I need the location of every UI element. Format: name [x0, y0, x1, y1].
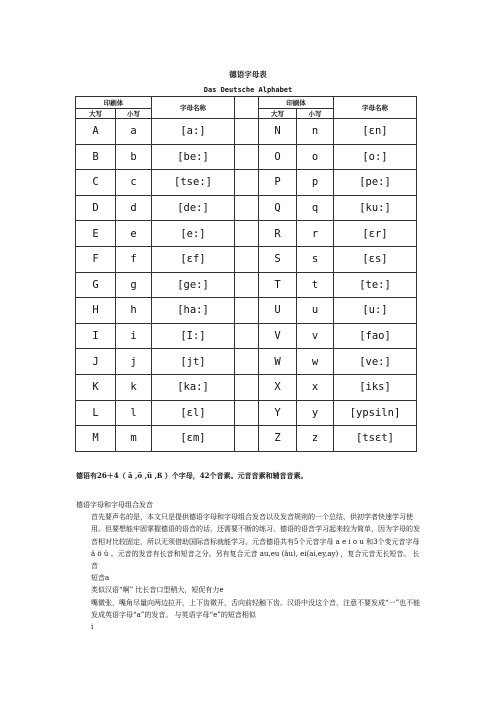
upper-header-right: 大写 [259, 109, 297, 119]
alphabet-summary: 德语有26＋4（ ä ,ö ,ü ,ß ）个字母，42个音素。元音音素和辅音音素。 [76, 471, 308, 480]
upper-letter-cell: G [76, 272, 116, 298]
letter-name-cell: [a:] [152, 119, 235, 145]
lower-letter-cell: p [297, 170, 334, 196]
alphabet-table [75, 96, 417, 452]
section-heading: 德语字母和字母组合发音 [76, 501, 153, 509]
upper-letter-cell: R [259, 221, 297, 247]
lower-letter-cell: c [116, 170, 152, 196]
lower-letter-cell: y [297, 400, 334, 426]
table-row [76, 298, 417, 324]
column-gap [235, 144, 259, 170]
lower-letter-cell: b [116, 144, 152, 170]
letter-name-cell: [ɛn] [334, 119, 417, 145]
lower-header-left: 小写 [116, 109, 152, 119]
letter-name-cell: [u:] [334, 298, 417, 324]
lower-letter-cell: e [116, 221, 152, 247]
upper-letter-cell: A [76, 119, 116, 145]
short-a-note: 类似汉语“啊” 比长音口型稍大，短促有力e [91, 586, 224, 595]
lower-letter-cell: m [116, 426, 152, 452]
lower-letter-cell: d [116, 195, 152, 221]
letter-name-cell: [ypsiln] [334, 400, 417, 426]
letter-name-cell: [ɛs] [334, 246, 417, 272]
letter-name-cell: [tsɛt] [334, 426, 417, 452]
upper-letter-cell: X [259, 374, 297, 400]
intro-paragraph: 首先要声名的是，本文只是提供德语字母和字母组合发音以及发音规则的一个总结，供初学者快速学习使用。但要想能牢固掌握德语的语音的话，还需要不断的练习。德语的语音学习起来较为简单，因为字母的发音相对比较固定，所以无须借助国际音标就能学习。元音德语共有5个元音字母 a e i o u 和3个变元音字母ä ö ü 。元音的发音有长音和短音之分。另有复合元音 au,eu (äu), ei(ai,ey,ay) ，复合元音无长短音。 长音 [91, 513, 420, 571]
column-gap [235, 221, 259, 247]
table-row [76, 323, 417, 349]
table-row [76, 144, 417, 170]
column-gap [235, 195, 259, 221]
column-gap [235, 426, 259, 452]
letter-name-cell: [o:] [334, 144, 417, 170]
alphabet-rows [76, 119, 417, 452]
printed-header-right: 印刷体 [259, 97, 334, 109]
upper-letter-cell: J [76, 349, 116, 375]
lower-letter-cell: r [297, 221, 334, 247]
lower-letter-cell: f [116, 246, 152, 272]
table-row [76, 246, 417, 272]
column-gap [235, 246, 259, 272]
upper-letter-cell: B [76, 144, 116, 170]
page-subtitle: Das Deutsche Alphabet [203, 86, 293, 94]
column-gap [235, 298, 259, 324]
upper-letter-cell: N [259, 119, 297, 145]
column-gap [235, 374, 259, 400]
upper-letter-cell: H [76, 298, 116, 324]
column-gap [235, 170, 259, 196]
upper-letter-cell: Z [259, 426, 297, 452]
table-row [76, 272, 417, 298]
letter-name-cell: [te:] [334, 272, 417, 298]
lower-header-right: 小写 [297, 109, 334, 119]
lower-letter-cell: k [116, 374, 152, 400]
lower-letter-cell: a [116, 119, 152, 145]
column-gap [235, 119, 259, 145]
lower-letter-cell: v [297, 323, 334, 349]
letter-name-cell: [be:] [152, 144, 235, 170]
upper-letter-cell: C [76, 170, 116, 196]
lower-letter-cell: q [297, 195, 334, 221]
upper-letter-cell: D [76, 195, 116, 221]
printed-header-left: 印刷体 [76, 97, 152, 109]
table-row [76, 400, 417, 426]
table-row [76, 170, 417, 196]
letter-name-cell: [ɛl] [152, 400, 235, 426]
upper-letter-cell: L [76, 400, 116, 426]
letter-name-cell: [ve:] [334, 349, 417, 375]
upper-letter-cell: W [259, 349, 297, 375]
upper-letter-cell: Y [259, 400, 297, 426]
letter-name-cell: [ha:] [152, 298, 235, 324]
lower-letter-cell: x [297, 374, 334, 400]
column-gap [235, 323, 259, 349]
table-row [76, 374, 417, 400]
column-gap [235, 349, 259, 375]
column-gap [235, 272, 259, 298]
page-title: 德语字母表 [229, 70, 267, 79]
lower-letter-cell: n [297, 119, 334, 145]
upper-letter-cell: V [259, 323, 297, 349]
letter-name-cell: [e:] [152, 221, 235, 247]
column-gap [235, 97, 259, 119]
name-header-left: 字母名称 [152, 97, 235, 119]
lower-letter-cell: z [297, 426, 334, 452]
i-heading: i [91, 623, 94, 632]
letter-name-cell: [ɛr] [334, 221, 417, 247]
letter-name-cell: [tse:] [152, 170, 235, 196]
lower-letter-cell: w [297, 349, 334, 375]
lower-letter-cell: l [116, 400, 152, 426]
table-row [76, 349, 417, 375]
upper-letter-cell: P [259, 170, 297, 196]
upper-letter-cell: M [76, 426, 116, 452]
letter-name-cell: [ɛm] [152, 426, 235, 452]
upper-letter-cell: T [259, 272, 297, 298]
short-a-heading: 短音a [91, 574, 110, 583]
upper-letter-cell: S [259, 246, 297, 272]
letter-name-cell: [pe:] [334, 170, 417, 196]
lower-letter-cell: j [116, 349, 152, 375]
name-header-right: 字母名称 [334, 97, 417, 119]
upper-letter-cell: U [259, 298, 297, 324]
pronunciation-text [76, 499, 421, 633]
column-gap [235, 400, 259, 426]
e-note: 嘴微张，嘴角尽量向两边拉开，上下齿微开，舌向前轻触下齿。汉语中没这个音，注意不要发成“一”也不能发成英语字母“a”的发音。 与英语字母“e”的短音相似 [91, 598, 421, 619]
letter-name-cell: [ku:] [334, 195, 417, 221]
upper-letter-cell: F [76, 246, 116, 272]
letter-name-cell: [I:] [152, 323, 235, 349]
upper-letter-cell: K [76, 374, 116, 400]
table-row [76, 195, 417, 221]
table-row [76, 119, 417, 145]
lower-letter-cell: u [297, 298, 334, 324]
lower-letter-cell: i [116, 323, 152, 349]
upper-letter-cell: E [76, 221, 116, 247]
upper-letter-cell: Q [259, 195, 297, 221]
upper-letter-cell: I [76, 323, 116, 349]
letter-name-cell: [de:] [152, 195, 235, 221]
lower-letter-cell: h [116, 298, 152, 324]
lower-letter-cell: g [116, 272, 152, 298]
lower-letter-cell: t [297, 272, 334, 298]
upper-header-left: 大写 [76, 109, 116, 119]
upper-letter-cell: O [259, 144, 297, 170]
table-row [76, 426, 417, 452]
letter-name-cell: [ka:] [152, 374, 235, 400]
lower-letter-cell: o [297, 144, 334, 170]
letter-name-cell: [jt] [152, 349, 235, 375]
letter-name-cell: [fao] [334, 323, 417, 349]
lower-letter-cell: s [297, 246, 334, 272]
table-row [76, 221, 417, 247]
letter-name-cell: [iks] [334, 374, 417, 400]
letter-name-cell: [ɛf] [152, 246, 235, 272]
letter-name-cell: [ge:] [152, 272, 235, 298]
